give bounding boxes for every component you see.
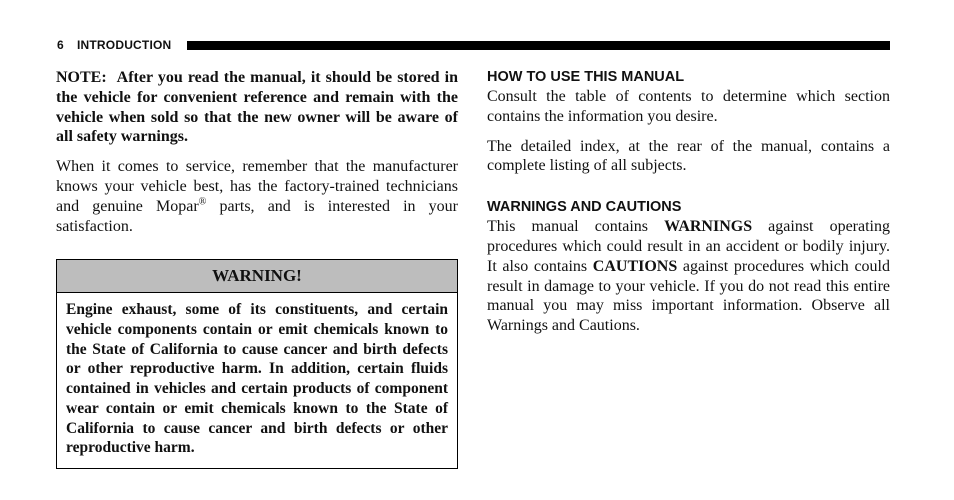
warning-box [56,259,458,469]
section-title: INTRODUCTION [77,38,172,52]
service-paragraph [56,157,458,236]
cautions-keyword: CAUTIONS [592,257,678,275]
page-header [57,38,890,52]
warning-title: WARNING! [57,260,457,293]
note-paragraph [56,68,458,147]
warnings-text-1: This manual contains [487,218,665,236]
warnings-text-2: against operating procedures which could result in an accident or bodily injury. It also contains [487,218,891,275]
how-to-use-paragraph-2: The detailed index, at the rear of the manual, contains a complete listing of all subjects. [487,137,890,175]
left-column [56,68,458,469]
service-text-before: When it comes to service, remember that the manufacturer knows your vehicle best, has the factory-trained technicians and genuine Mopar [56,158,458,215]
warnings-cautions-heading: WARNINGS AND CAUTIONS [487,199,682,216]
how-to-use-heading: HOW TO USE THIS MANUAL [487,69,685,85]
warnings-keyword: WARNINGS [664,218,753,236]
warning-text: Engine exhaust, some of its constituents, and certain vehicle components contain or emit chemicals known to the State of California to cause cancer and birth defects or other reproductive harm. In addition, certain fluids contained in vehicles and certain products of component wear contain or emit chemicals known to the State of California to cause cancer and birth defects or other reproductive harm. [66,301,448,457]
page-number: 6 [57,38,64,52]
service-text-after: parts, and is interested in your satisfaction. [56,197,459,235]
note-text: After you read the manual, it should be stored in the vehicle for convenient reference and remain with the vehicle when sold so that the new owner will be aware of all safety warnings. [56,69,458,146]
warnings-cautions-paragraph [487,217,890,336]
registered-mark: ® [198,196,207,208]
warnings-text-3: against procedures which could result in damage to your vehicle. If you do not read this entire manual you may miss important information. Observe all Warnings and Cautions. [487,257,890,335]
how-to-use-paragraph-1: Consult the table of contents to determine which section contains the information you desire. [487,88,890,125]
spacer [487,186,890,198]
right-column [487,68,890,346]
note-label: NOTE: [56,69,107,86]
header-rule [187,41,890,50]
